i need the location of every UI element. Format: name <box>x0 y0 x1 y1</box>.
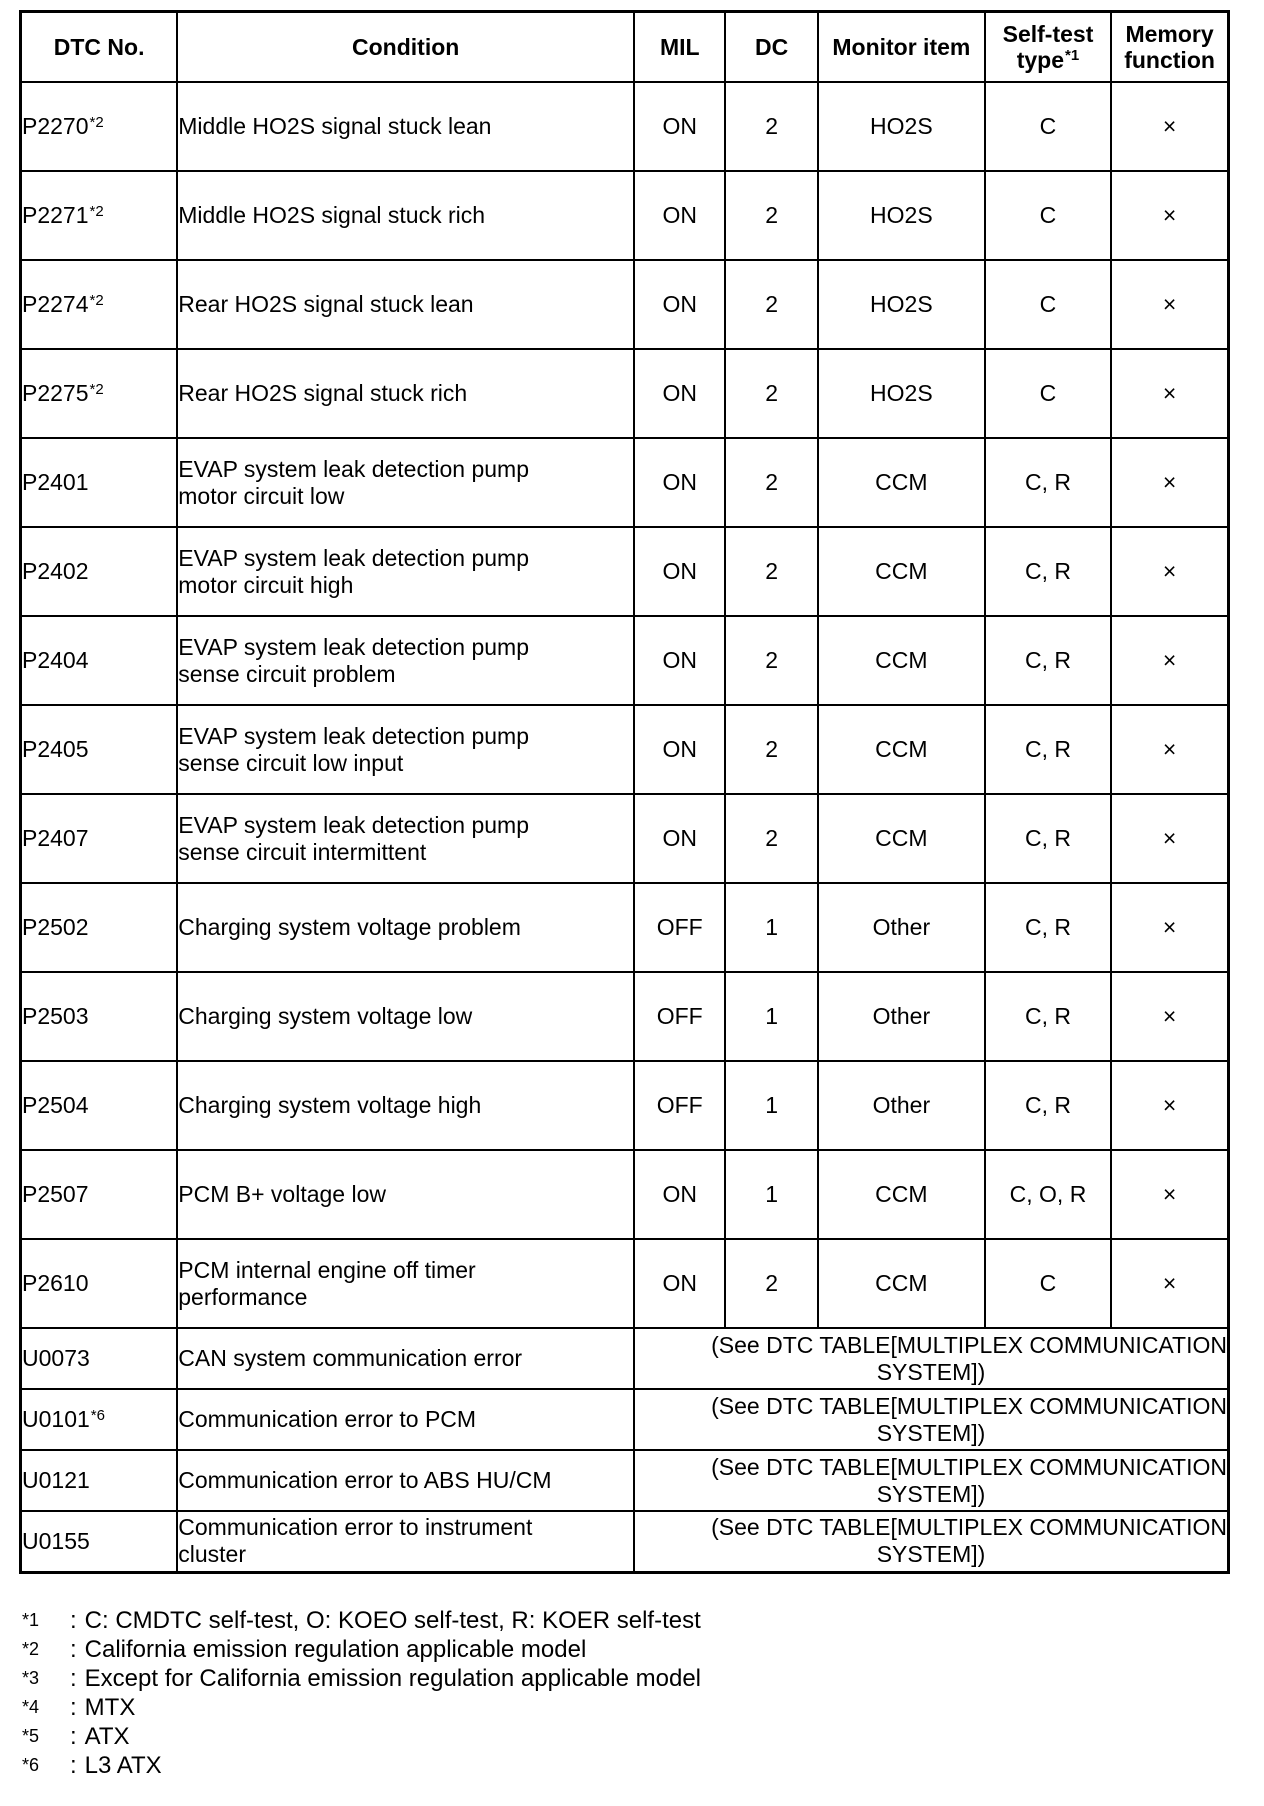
see-reference-line2: SYSTEM]) <box>876 1419 986 1446</box>
monitor-item-cell: CCM <box>818 527 985 616</box>
dtc-footnote-mark: *2 <box>89 203 104 220</box>
memory-function-cell: × <box>1111 883 1228 972</box>
dc-cell: 2 <box>725 438 817 527</box>
dc-cell: 1 <box>725 883 817 972</box>
monitor-item-cell: CCM <box>818 616 985 705</box>
condition-line1: Middle HO2S signal stuck rich <box>178 202 486 228</box>
condition-cell <box>177 527 634 616</box>
self-test-type-cell: C <box>985 349 1111 438</box>
dtc-number-cell <box>21 1239 178 1328</box>
condition-line1: EVAP system leak detection pump <box>178 455 529 482</box>
dc-cell: 2 <box>725 349 817 438</box>
see-reference-line1: (See DTC TABLE[MULTIPLEX COMMUNICATION <box>711 1453 1227 1480</box>
table-row <box>21 883 1229 972</box>
self-test-type-cell: C, R <box>985 438 1111 527</box>
dtc-number: P2404 <box>22 647 89 673</box>
footnote-separator: : <box>70 1752 77 1779</box>
self-test-type-cell: C, R <box>985 527 1111 616</box>
condition-line1: CAN system communication error <box>178 1345 523 1371</box>
footnote-item <box>22 1635 701 1664</box>
table-row <box>21 1061 1229 1150</box>
memory-function-cell: × <box>1111 438 1228 527</box>
header-memory-line1: Memory <box>1125 21 1214 47</box>
memory-function-cell: × <box>1111 171 1228 260</box>
dtc-number: U0155 <box>22 1527 90 1554</box>
condition-line2: sense circuit low input <box>178 749 404 776</box>
condition-line1: Middle HO2S signal stuck lean <box>178 113 492 139</box>
dtc-number-cell <box>21 1150 178 1239</box>
self-test-type-cell: C, R <box>985 1061 1111 1150</box>
condition-cell <box>177 349 634 438</box>
self-test-type-cell: C, R <box>985 616 1111 705</box>
table-row <box>21 82 1229 171</box>
dc-cell: 2 <box>725 616 817 705</box>
footnote-mark: *5 <box>22 1726 40 1746</box>
dtc-number: U0101 <box>22 1406 90 1432</box>
self-test-type-cell: C, R <box>985 705 1111 794</box>
header-memory-function <box>1111 12 1228 83</box>
table-row <box>21 349 1229 438</box>
mil-cell: ON <box>634 1239 725 1328</box>
dtc-number-cell <box>21 260 178 349</box>
table-row <box>21 972 1229 1061</box>
memory-function-cell: × <box>1111 82 1228 171</box>
table-row <box>21 705 1229 794</box>
see-reference-cell <box>634 1328 1228 1389</box>
table-row <box>21 260 1229 349</box>
self-test-type-cell: C <box>985 82 1111 171</box>
see-reference-cell <box>634 1511 1228 1572</box>
header-memory-line2: function <box>1124 47 1215 73</box>
footnotes <box>22 1606 701 1780</box>
condition-line1: Communication error to instrument <box>178 1514 533 1541</box>
mil-cell: ON <box>634 1150 725 1239</box>
condition-line1: Communication error to PCM <box>178 1406 477 1432</box>
table-row <box>21 1450 1229 1511</box>
monitor-item-cell: HO2S <box>818 82 985 171</box>
monitor-item-cell: CCM <box>818 794 985 883</box>
monitor-item-cell: HO2S <box>818 349 985 438</box>
dtc-number: P2405 <box>22 736 89 762</box>
dtc-number: P2402 <box>22 558 89 584</box>
table-row <box>21 616 1229 705</box>
dtc-number-cell <box>21 82 178 171</box>
dtc-number: P2503 <box>22 1003 89 1029</box>
footnote-text: ATX <box>84 1723 130 1750</box>
condition-cell <box>177 972 634 1061</box>
dtc-number-cell <box>21 794 178 883</box>
condition-cell <box>177 794 634 883</box>
footnote-mark: *1 <box>22 1610 40 1630</box>
footnote-item <box>22 1606 701 1635</box>
dtc-number-cell <box>21 1389 178 1450</box>
self-test-type-cell: C, O, R <box>985 1150 1111 1239</box>
table-row <box>21 1389 1229 1450</box>
mil-cell: ON <box>634 171 725 260</box>
self-test-type-cell: C <box>985 171 1111 260</box>
dc-cell: 2 <box>725 171 817 260</box>
condition-cell <box>177 1450 634 1511</box>
dtc-number: U0073 <box>22 1345 90 1371</box>
footnote-separator: : <box>70 1665 77 1692</box>
see-reference-cell <box>634 1389 1228 1450</box>
footnote-separator: : <box>70 1723 77 1750</box>
dtc-footnote-mark: *2 <box>89 292 104 309</box>
footnote-text: C: CMDTC self-test, O: KOEO self-test, R: KOER self-test <box>84 1607 701 1634</box>
header-monitor-item: Monitor item <box>818 12 985 83</box>
condition-line1: Rear HO2S signal stuck lean <box>178 291 474 317</box>
table-row <box>21 171 1229 260</box>
table-row <box>21 438 1229 527</box>
condition-line1: EVAP system leak detection pump <box>178 544 529 571</box>
footnote-item <box>22 1664 701 1693</box>
condition-line1: Charging system voltage low <box>178 1003 473 1029</box>
see-reference-cell <box>634 1450 1228 1511</box>
condition-line1: PCM internal engine off timer <box>178 1256 476 1283</box>
footnote-text: L3 ATX <box>84 1752 162 1779</box>
condition-cell <box>177 171 634 260</box>
dtc-footnote-mark: *6 <box>90 1407 105 1424</box>
mil-cell: ON <box>634 349 725 438</box>
memory-function-cell: × <box>1111 260 1228 349</box>
self-test-type-cell: C, R <box>985 883 1111 972</box>
header-mil: MIL <box>634 12 725 83</box>
footnote-separator: : <box>70 1636 77 1663</box>
footnote-mark: *2 <box>22 1639 40 1659</box>
dtc-number-cell <box>21 1061 178 1150</box>
memory-function-cell: × <box>1111 972 1228 1061</box>
dtc-number-cell <box>21 616 178 705</box>
table-header-row <box>21 12 1229 83</box>
condition-cell <box>177 1150 634 1239</box>
memory-function-cell: × <box>1111 794 1228 883</box>
table-row <box>21 1511 1229 1572</box>
dtc-number-cell <box>21 972 178 1061</box>
footnote-mark: *3 <box>22 1668 40 1688</box>
footnote-item <box>22 1751 701 1780</box>
dtc-number: P2271 <box>22 202 89 228</box>
condition-cell <box>177 616 634 705</box>
footnote-text: California emission regulation applicable model <box>84 1636 587 1663</box>
condition-cell <box>177 1511 634 1572</box>
memory-function-cell: × <box>1111 1150 1228 1239</box>
footnote-mark: *4 <box>22 1697 40 1717</box>
table-body <box>21 82 1229 1572</box>
dtc-footnote-mark: *2 <box>89 114 104 131</box>
dtc-number: P2502 <box>22 914 89 940</box>
self-test-type-cell: C <box>985 1239 1111 1328</box>
header-self-test-line1: Self-test <box>1002 21 1094 47</box>
monitor-item-cell: CCM <box>818 438 985 527</box>
condition-line1: Charging system voltage high <box>178 1092 482 1118</box>
mil-cell: OFF <box>634 972 725 1061</box>
dtc-number-cell <box>21 171 178 260</box>
header-self-test-footnote-mark: *1 <box>1065 47 1080 64</box>
dtc-number: U0121 <box>22 1467 90 1493</box>
dtc-number: P2610 <box>22 1270 89 1296</box>
condition-cell <box>177 1061 634 1150</box>
footnote-text: MTX <box>84 1694 136 1721</box>
dtc-number-cell <box>21 438 178 527</box>
see-reference-line1: (See DTC TABLE[MULTIPLEX COMMUNICATION <box>711 1514 1227 1541</box>
table-row <box>21 1239 1229 1328</box>
dc-cell: 1 <box>725 972 817 1061</box>
dc-cell: 2 <box>725 260 817 349</box>
monitor-item-cell: HO2S <box>818 260 985 349</box>
footnote-text: Except for California emission regulation applicable model <box>84 1665 701 1692</box>
condition-cell <box>177 438 634 527</box>
monitor-item-cell: Other <box>818 972 985 1061</box>
header-self-test-line2: type <box>1016 47 1065 73</box>
dtc-table <box>19 10 1230 1574</box>
dtc-number: P2274 <box>22 291 89 317</box>
header-self-test-type <box>985 12 1111 83</box>
footnote-item <box>22 1693 701 1722</box>
see-reference-line2: SYSTEM]) <box>876 1358 986 1385</box>
table-row <box>21 794 1229 883</box>
footnote-item <box>22 1722 701 1751</box>
condition-line2: sense circuit intermittent <box>178 838 427 865</box>
condition-cell <box>177 705 634 794</box>
self-test-type-cell: C, R <box>985 794 1111 883</box>
dtc-number-cell <box>21 705 178 794</box>
condition-line2: sense circuit problem <box>178 660 396 687</box>
dtc-number-cell <box>21 349 178 438</box>
dc-cell: 2 <box>725 705 817 794</box>
footnote-separator: : <box>70 1607 77 1634</box>
mil-cell: OFF <box>634 883 725 972</box>
condition-line2: motor circuit low <box>178 482 345 509</box>
dtc-number-cell <box>21 527 178 616</box>
dc-cell: 1 <box>725 1150 817 1239</box>
dtc-footnote-mark: *2 <box>89 381 104 398</box>
condition-line1: EVAP system leak detection pump <box>178 811 529 838</box>
see-reference-line1: (See DTC TABLE[MULTIPLEX COMMUNICATION <box>711 1392 1227 1419</box>
self-test-type-cell: C <box>985 260 1111 349</box>
dtc-number: P2504 <box>22 1092 89 1118</box>
dc-cell: 2 <box>725 527 817 616</box>
condition-cell <box>177 1389 634 1450</box>
condition-line2: cluster <box>178 1541 247 1568</box>
condition-cell <box>177 1239 634 1328</box>
header-dtc-no: DTC No. <box>21 12 178 83</box>
monitor-item-cell: Other <box>818 883 985 972</box>
mil-cell: ON <box>634 260 725 349</box>
dc-cell: 2 <box>725 1239 817 1328</box>
footnote-separator: : <box>70 1694 77 1721</box>
memory-function-cell: × <box>1111 349 1228 438</box>
dc-cell: 1 <box>725 1061 817 1150</box>
monitor-item-cell: Other <box>818 1061 985 1150</box>
dtc-number-cell <box>21 1450 178 1511</box>
mil-cell: OFF <box>634 1061 725 1150</box>
condition-line2: performance <box>178 1283 308 1310</box>
dc-cell: 2 <box>725 794 817 883</box>
dtc-table-container <box>19 10 1230 1574</box>
memory-function-cell: × <box>1111 527 1228 616</box>
memory-function-cell: × <box>1111 616 1228 705</box>
condition-line1: Charging system voltage problem <box>178 914 521 940</box>
dtc-number: P2275 <box>22 380 89 406</box>
dtc-number: P2507 <box>22 1181 89 1207</box>
condition-cell <box>177 1328 634 1389</box>
condition-line2: motor circuit high <box>178 571 354 598</box>
dtc-number: P2407 <box>22 825 89 851</box>
memory-function-cell: × <box>1111 705 1228 794</box>
condition-line1: Rear HO2S signal stuck rich <box>178 380 468 406</box>
footnote-mark: *6 <box>22 1755 40 1775</box>
dtc-number: P2270 <box>22 113 89 139</box>
dtc-number: P2401 <box>22 469 89 495</box>
condition-cell <box>177 82 634 171</box>
self-test-type-cell: C, R <box>985 972 1111 1061</box>
see-reference-line2: SYSTEM]) <box>876 1541 986 1568</box>
mil-cell: ON <box>634 794 725 883</box>
monitor-item-cell: CCM <box>818 705 985 794</box>
condition-cell <box>177 260 634 349</box>
mil-cell: ON <box>634 705 725 794</box>
condition-line1: Communication error to ABS HU/CM <box>178 1467 552 1493</box>
see-reference-line2: SYSTEM]) <box>876 1480 986 1507</box>
condition-cell <box>177 883 634 972</box>
table-row <box>21 527 1229 616</box>
mil-cell: ON <box>634 82 725 171</box>
dtc-number-cell <box>21 1511 178 1572</box>
mil-cell: ON <box>634 616 725 705</box>
condition-line1: EVAP system leak detection pump <box>178 722 529 749</box>
condition-line1: PCM B+ voltage low <box>178 1181 386 1207</box>
dtc-number-cell <box>21 1328 178 1389</box>
see-reference-line1: (See DTC TABLE[MULTIPLEX COMMUNICATION <box>711 1331 1227 1358</box>
table-row <box>21 1150 1229 1239</box>
header-dc: DC <box>725 12 817 83</box>
table-row <box>21 1328 1229 1389</box>
monitor-item-cell: CCM <box>818 1239 985 1328</box>
header-condition: Condition <box>177 12 634 83</box>
dtc-number-cell <box>21 883 178 972</box>
mil-cell: ON <box>634 527 725 616</box>
dc-cell: 2 <box>725 82 817 171</box>
monitor-item-cell: HO2S <box>818 171 985 260</box>
condition-line1: EVAP system leak detection pump <box>178 633 529 660</box>
mil-cell: ON <box>634 438 725 527</box>
memory-function-cell: × <box>1111 1061 1228 1150</box>
monitor-item-cell: CCM <box>818 1150 985 1239</box>
memory-function-cell: × <box>1111 1239 1228 1328</box>
